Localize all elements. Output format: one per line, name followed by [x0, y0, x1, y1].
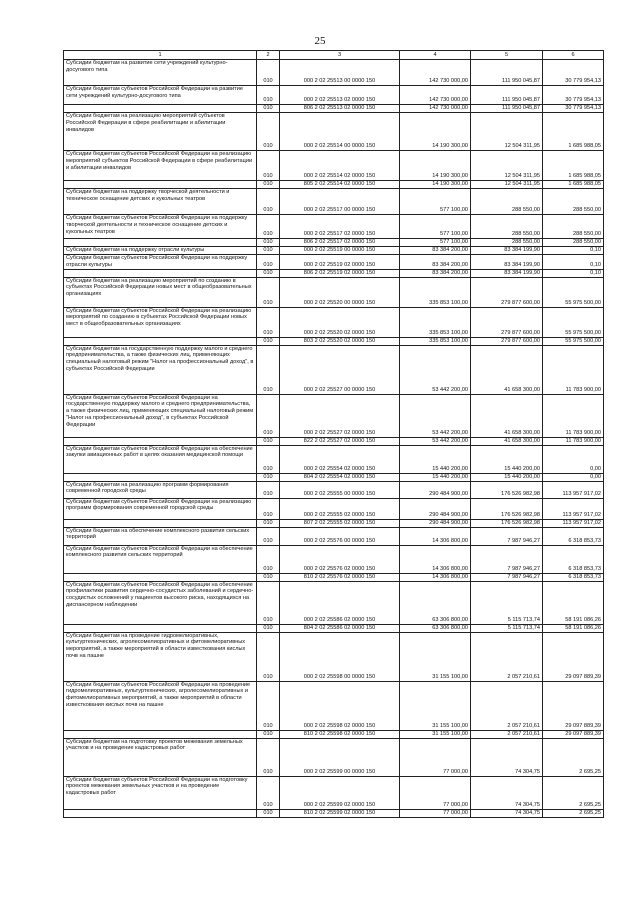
budget-table	[63, 50, 604, 818]
row-admin-code: 010	[257, 255, 280, 270]
row-remaining-amount: 0,10	[543, 247, 604, 255]
row-budget-code: 000 2 02 25576 02 0000 150	[280, 545, 400, 573]
table-row	[64, 581, 604, 624]
table-row	[64, 337, 604, 345]
table-row	[64, 269, 604, 277]
row-description	[64, 181, 257, 189]
row-budget-code: 822 2 02 25527 02 0000 150	[280, 437, 400, 445]
row-approved-amount: 53 442 200,00	[400, 394, 471, 437]
row-remaining-amount: 55 975 500,00	[543, 277, 604, 307]
row-approved-amount: 577 100,00	[400, 239, 471, 247]
row-admin-code: 010	[257, 60, 280, 86]
row-admin-code: 010	[257, 307, 280, 337]
row-approved-amount: 53 442 200,00	[400, 345, 471, 394]
table-row	[64, 255, 604, 270]
row-budget-code: 000 2 02 25599 00 0000 150	[280, 738, 400, 776]
table-row	[64, 151, 604, 181]
row-budget-code: 000 2 02 25555 00 0000 150	[280, 481, 400, 498]
table-row	[64, 86, 604, 105]
row-admin-code: 010	[257, 624, 280, 632]
row-executed-amount: 176 526 982,98	[471, 519, 543, 527]
row-approved-amount: 83 384 200,00	[400, 247, 471, 255]
row-admin-code: 010	[257, 519, 280, 527]
row-budget-code: 805 2 02 25514 02 0000 150	[280, 181, 400, 189]
row-remaining-amount: 58 191 086,26	[543, 581, 604, 624]
row-approved-amount: 577 100,00	[400, 189, 471, 215]
row-approved-amount: 15 440 200,00	[400, 473, 471, 481]
table-row	[64, 181, 604, 189]
row-executed-amount: 176 526 982,98	[471, 498, 543, 519]
row-admin-code: 010	[257, 445, 280, 473]
row-approved-amount: 14 190 300,00	[400, 113, 471, 151]
row-budget-code: 000 2 02 25527 02 0000 150	[280, 394, 400, 437]
table-row	[64, 481, 604, 498]
row-approved-amount: 335 853 100,00	[400, 307, 471, 337]
row-approved-amount: 14 306 800,00	[400, 573, 471, 581]
row-description: Субсидии бюджетам на обеспечение комплексного развития сельских территорий	[64, 527, 257, 545]
row-executed-amount: 288 550,00	[471, 189, 543, 215]
row-budget-code: 000 2 02 25517 02 0000 150	[280, 215, 400, 239]
row-remaining-amount: 29 097 889,39	[543, 681, 604, 730]
row-budget-code: 806 2 02 25517 02 0000 150	[280, 239, 400, 247]
row-approved-amount: 142 730 000,00	[400, 105, 471, 113]
row-executed-amount: 41 658 300,00	[471, 345, 543, 394]
row-description: Субсидии бюджетам на реализацию программ формирования современной городской среды	[64, 481, 257, 498]
row-admin-code: 010	[257, 481, 280, 498]
row-budget-code: 000 2 02 25576 00 0000 150	[280, 527, 400, 545]
row-executed-amount: 111 950 045,87	[471, 60, 543, 86]
row-executed-amount: 288 550,00	[471, 215, 543, 239]
table-row	[64, 624, 604, 632]
row-admin-code: 010	[257, 215, 280, 239]
table-row	[64, 60, 604, 86]
row-executed-amount: 41 658 300,00	[471, 394, 543, 437]
table-row	[64, 527, 604, 545]
table-row	[64, 473, 604, 481]
row-budget-code: 000 2 02 25586 02 0000 150	[280, 581, 400, 624]
row-budget-code: 000 2 02 25517 00 0000 150	[280, 189, 400, 215]
header-cell: 4	[400, 51, 471, 60]
header-cell: 5	[471, 51, 543, 60]
table-row	[64, 437, 604, 445]
table-row	[64, 519, 604, 527]
row-admin-code: 010	[257, 776, 280, 809]
table-row	[64, 545, 604, 573]
row-executed-amount: 15 440 200,00	[471, 473, 543, 481]
row-description: Субсидии бюджетам субъектов Российской Федерации на обеспечение комплексного развития сельских территорий	[64, 545, 257, 573]
row-admin-code: 010	[257, 105, 280, 113]
row-remaining-amount: 6 318 853,73	[543, 545, 604, 573]
row-executed-amount: 111 950 045,87	[471, 86, 543, 105]
row-admin-code: 010	[257, 498, 280, 519]
row-budget-code: 000 2 02 25520 02 0000 150	[280, 307, 400, 337]
row-executed-amount: 41 658 300,00	[471, 437, 543, 445]
row-executed-amount: 12 504 311,95	[471, 181, 543, 189]
row-budget-code: 000 2 02 25514 00 0000 150	[280, 113, 400, 151]
table-row	[64, 105, 604, 113]
row-description: Субсидии бюджетам на поддержку творческой деятельности и техническое оснащение детских и кукольных театров	[64, 189, 257, 215]
row-approved-amount: 577 100,00	[400, 215, 471, 239]
row-executed-amount: 5 115 713,74	[471, 581, 543, 624]
row-executed-amount: 288 550,00	[471, 239, 543, 247]
row-remaining-amount: 11 783 900,00	[543, 437, 604, 445]
header-cell: 2	[257, 51, 280, 60]
row-remaining-amount: 0,00	[543, 445, 604, 473]
row-approved-amount: 83 384 200,00	[400, 255, 471, 270]
row-approved-amount: 335 853 100,00	[400, 277, 471, 307]
table-row	[64, 345, 604, 394]
row-admin-code: 010	[257, 247, 280, 255]
row-description	[64, 730, 257, 738]
row-remaining-amount: 2 695,25	[543, 809, 604, 817]
row-executed-amount: 111 950 045,87	[471, 105, 543, 113]
row-budget-code: 000 2 02 25599 02 0000 150	[280, 776, 400, 809]
row-remaining-amount: 1 685 988,05	[543, 113, 604, 151]
row-budget-code: 000 2 02 25598 02 0000 150	[280, 681, 400, 730]
row-description: Субсидии бюджетам на подготовку проектов межевания земельных участков и на проведение кадастровых работ	[64, 738, 257, 776]
row-description	[64, 337, 257, 345]
row-remaining-amount: 1 685 988,05	[543, 151, 604, 181]
row-executed-amount: 279 877 600,00	[471, 307, 543, 337]
row-admin-code: 010	[257, 337, 280, 345]
row-description	[64, 269, 257, 277]
row-remaining-amount: 58 191 086,26	[543, 624, 604, 632]
row-description: Субсидии бюджетам субъектов Российской Федерации на реализацию программ формирования современной городской среды	[64, 498, 257, 519]
row-executed-amount: 12 504 311,95	[471, 151, 543, 181]
row-budget-code: 000 2 02 25555 02 0000 150	[280, 498, 400, 519]
row-admin-code: 010	[257, 473, 280, 481]
row-executed-amount: 74 304,75	[471, 776, 543, 809]
table-body	[64, 60, 604, 818]
row-approved-amount: 63 306 800,00	[400, 581, 471, 624]
row-approved-amount: 77 000,00	[400, 809, 471, 817]
row-executed-amount: 2 057 210,61	[471, 681, 543, 730]
row-budget-code: 810 2 02 25598 02 0000 150	[280, 730, 400, 738]
row-executed-amount: 12 504 311,95	[471, 113, 543, 151]
row-remaining-amount: 11 783 900,00	[543, 394, 604, 437]
row-budget-code: 810 2 02 25576 02 0000 150	[280, 573, 400, 581]
row-admin-code: 010	[257, 86, 280, 105]
row-approved-amount: 335 853 100,00	[400, 337, 471, 345]
table-row	[64, 730, 604, 738]
row-admin-code: 010	[257, 113, 280, 151]
row-budget-code: 000 2 02 25520 00 0000 150	[280, 277, 400, 307]
row-description: Субсидии бюджетам на проведение гидромелиоративных, культуртехнических, агролесомелиоративных и фитомелиоративных мероприятий, а также мероприятий в области известкования кислых почв на пашне	[64, 632, 257, 681]
table-row	[64, 681, 604, 730]
row-remaining-amount: 2 695,25	[543, 776, 604, 809]
row-executed-amount: 74 304,75	[471, 738, 543, 776]
row-admin-code: 010	[257, 345, 280, 394]
row-budget-code: 000 2 02 25519 02 0000 150	[280, 255, 400, 270]
row-budget-code: 806 2 02 25513 02 0000 150	[280, 105, 400, 113]
table-row	[64, 247, 604, 255]
header-cell: 1	[64, 51, 257, 60]
row-budget-code: 000 2 02 25598 00 0000 150	[280, 632, 400, 681]
row-description	[64, 573, 257, 581]
row-executed-amount: 15 440 200,00	[471, 445, 543, 473]
row-budget-code: 804 2 02 25554 02 0000 150	[280, 473, 400, 481]
table-row	[64, 776, 604, 809]
row-admin-code: 010	[257, 632, 280, 681]
row-approved-amount: 77 000,00	[400, 776, 471, 809]
row-admin-code: 010	[257, 738, 280, 776]
header-row	[64, 51, 604, 60]
row-approved-amount: 14 190 300,00	[400, 181, 471, 189]
row-description: Субсидии бюджетам субъектов Российской Федерации на поддержку творческой деятельности и техническое оснащение детских и кукольных театров	[64, 215, 257, 239]
row-executed-amount: 176 526 982,98	[471, 481, 543, 498]
row-remaining-amount: 6 318 853,73	[543, 573, 604, 581]
row-description	[64, 519, 257, 527]
row-executed-amount: 83 384 199,90	[471, 269, 543, 277]
row-remaining-amount: 0,10	[543, 255, 604, 270]
row-remaining-amount: 288 550,00	[543, 239, 604, 247]
row-admin-code: 010	[257, 545, 280, 573]
row-executed-amount: 279 877 600,00	[471, 337, 543, 345]
row-executed-amount: 7 987 946,27	[471, 527, 543, 545]
row-remaining-amount: 288 550,00	[543, 215, 604, 239]
row-remaining-amount: 0,00	[543, 473, 604, 481]
table-row	[64, 307, 604, 337]
table-row	[64, 239, 604, 247]
row-description: Субсидии бюджетам субъектов Российской Федерации на поддержку отрасли культуры	[64, 255, 257, 270]
row-admin-code: 010	[257, 269, 280, 277]
row-budget-code: 807 2 02 25555 02 0000 150	[280, 519, 400, 527]
row-executed-amount: 2 057 210,61	[471, 632, 543, 681]
row-executed-amount: 7 987 946,27	[471, 545, 543, 573]
row-approved-amount: 14 306 800,00	[400, 527, 471, 545]
row-executed-amount: 7 987 946,27	[471, 573, 543, 581]
page-number: 25	[314, 35, 326, 47]
table-row	[64, 809, 604, 817]
row-admin-code: 010	[257, 527, 280, 545]
row-description	[64, 809, 257, 817]
row-executed-amount: 83 384 199,90	[471, 247, 543, 255]
row-approved-amount: 77 000,00	[400, 738, 471, 776]
table-row	[64, 394, 604, 437]
row-approved-amount: 142 730 000,00	[400, 60, 471, 86]
row-description: Субсидии бюджетам на развитие сети учреждений культурно-досугового типа	[64, 60, 257, 86]
row-budget-code: 000 2 02 25513 00 0000 150	[280, 60, 400, 86]
table-row	[64, 445, 604, 473]
row-description: Субсидии бюджетам субъектов Российской Федерации на обеспечение закупки авиационных работ в целях оказания медицинской помощи	[64, 445, 257, 473]
row-budget-code: 000 2 02 25554 02 0000 150	[280, 445, 400, 473]
row-budget-code: 806 2 02 25519 02 0000 150	[280, 269, 400, 277]
table-row	[64, 738, 604, 776]
row-approved-amount: 63 306 800,00	[400, 624, 471, 632]
row-description	[64, 473, 257, 481]
row-admin-code: 010	[257, 573, 280, 581]
row-description: Субсидии бюджетам субъектов Российской Федерации на реализацию мероприятий субъектов Российской Федерации в сфере реабилитации и абилитации инвалидов	[64, 151, 257, 181]
row-approved-amount: 83 384 200,00	[400, 269, 471, 277]
row-executed-amount: 2 057 210,61	[471, 730, 543, 738]
row-description: Субсидии бюджетам субъектов Российской Федерации на реализацию мероприятий по созданию в субъектах Российской Федерации новых мест в общеобразовательных организациях	[64, 307, 257, 337]
row-description: Субсидии бюджетам субъектов Российской Федерации на государственную поддержку малого и среднего предпринимательства, а также физических лиц, применяющих специальный налоговый режим "Налог на профессиональный доход", в субъектах Российской Федерации	[64, 394, 257, 437]
row-remaining-amount: 1 685 988,05	[543, 181, 604, 189]
row-remaining-amount: 113 957 917,02	[543, 481, 604, 498]
row-remaining-amount: 29 097 889,39	[543, 632, 604, 681]
row-description: Субсидии бюджетам субъектов Российской Федерации на развитие сети учреждений культурно-досугового типа	[64, 86, 257, 105]
row-remaining-amount: 6 318 853,73	[543, 527, 604, 545]
row-remaining-amount: 113 957 917,02	[543, 519, 604, 527]
row-description	[64, 105, 257, 113]
row-remaining-amount: 11 783 900,00	[543, 345, 604, 394]
row-remaining-amount: 55 975 500,00	[543, 307, 604, 337]
row-remaining-amount: 55 975 500,00	[543, 337, 604, 345]
row-budget-code: 000 2 02 25513 02 0000 150	[280, 86, 400, 105]
row-remaining-amount: 0,10	[543, 269, 604, 277]
row-remaining-amount: 113 957 917,02	[543, 498, 604, 519]
row-approved-amount: 15 440 200,00	[400, 445, 471, 473]
row-admin-code: 010	[257, 181, 280, 189]
row-admin-code: 010	[257, 189, 280, 215]
row-remaining-amount: 30 779 954,13	[543, 60, 604, 86]
row-description: Субсидии бюджетам на государственную поддержку малого и среднего предпринимательства, а также физических лиц, применяющих специальный налоговый режим "Налог на профессиональный доход", в субъектах Российской Федерации	[64, 345, 257, 394]
row-budget-code: 804 2 02 25586 02 0000 150	[280, 624, 400, 632]
row-approved-amount: 290 484 900,00	[400, 519, 471, 527]
row-executed-amount: 74 304,75	[471, 809, 543, 817]
row-approved-amount: 31 155 100,00	[400, 681, 471, 730]
row-budget-code: 000 2 02 25519 00 0000 150	[280, 247, 400, 255]
row-approved-amount: 142 730 000,00	[400, 86, 471, 105]
row-approved-amount: 31 155 100,00	[400, 730, 471, 738]
table-row	[64, 277, 604, 307]
header-cell: 6	[543, 51, 604, 60]
row-executed-amount: 83 384 199,90	[471, 255, 543, 270]
row-approved-amount: 53 442 200,00	[400, 437, 471, 445]
row-description: Субсидии бюджетам на реализацию мероприятий по созданию в субъектах Российской Федерации новых мест в общеобразовательных организациях	[64, 277, 257, 307]
row-description	[64, 624, 257, 632]
row-remaining-amount: 29 097 889,39	[543, 730, 604, 738]
row-budget-code: 810 2 02 25599 02 0000 150	[280, 809, 400, 817]
row-description: Субсидии бюджетам на реализацию мероприятий субъектов Российской Федерации в сфере реабилитации и абилитации инвалидов	[64, 113, 257, 151]
row-budget-code: 803 2 02 25520 02 0000 150	[280, 337, 400, 345]
table-row	[64, 215, 604, 239]
row-admin-code: 010	[257, 437, 280, 445]
row-admin-code: 010	[257, 581, 280, 624]
table-row	[64, 498, 604, 519]
row-approved-amount: 31 155 100,00	[400, 632, 471, 681]
row-description: Субсидии бюджетам субъектов Российской Федерации на проведение гидромелиоративных, культуртехнических, агролесомелиоративных и фитомелиоративных мероприятий, а также мероприятий в области известкования кислых почв на пашне	[64, 681, 257, 730]
row-remaining-amount: 30 779 954,13	[543, 86, 604, 105]
row-budget-code: 000 2 02 25527 00 0000 150	[280, 345, 400, 394]
row-description	[64, 239, 257, 247]
row-executed-amount: 279 877 600,00	[471, 277, 543, 307]
row-executed-amount: 5 115 713,74	[471, 624, 543, 632]
table-row	[64, 113, 604, 151]
row-description	[64, 437, 257, 445]
table-row	[64, 632, 604, 681]
table-row	[64, 573, 604, 581]
row-approved-amount: 14 306 800,00	[400, 545, 471, 573]
row-admin-code: 010	[257, 809, 280, 817]
row-approved-amount: 290 484 900,00	[400, 481, 471, 498]
row-budget-code: 000 2 02 25514 02 0000 150	[280, 151, 400, 181]
row-remaining-amount: 288 550,00	[543, 189, 604, 215]
row-description: Субсидии бюджетам субъектов Российской Федерации на подготовку проектов межевания земельных участков и на проведение кадастровых работ	[64, 776, 257, 809]
row-admin-code: 010	[257, 681, 280, 730]
row-admin-code: 010	[257, 730, 280, 738]
row-remaining-amount: 30 779 954,13	[543, 105, 604, 113]
row-admin-code: 010	[257, 239, 280, 247]
table-row	[64, 189, 604, 215]
row-description: Субсидии бюджетам на поддержку отрасли культуры	[64, 247, 257, 255]
row-approved-amount: 14 190 300,00	[400, 151, 471, 181]
row-description: Субсидии бюджетам субъектов Российской Федерации на обеспечение профилактики развития сердечно-сосудистых заболеваний и сердечно-сосудистых осложнений у пациентов высокого риска, находящихся на диспансерном наблюдении	[64, 581, 257, 624]
row-admin-code: 010	[257, 151, 280, 181]
header-cell: 3	[280, 51, 400, 60]
row-admin-code: 010	[257, 277, 280, 307]
row-admin-code: 010	[257, 394, 280, 437]
row-remaining-amount: 2 695,25	[543, 738, 604, 776]
row-approved-amount: 290 484 900,00	[400, 498, 471, 519]
